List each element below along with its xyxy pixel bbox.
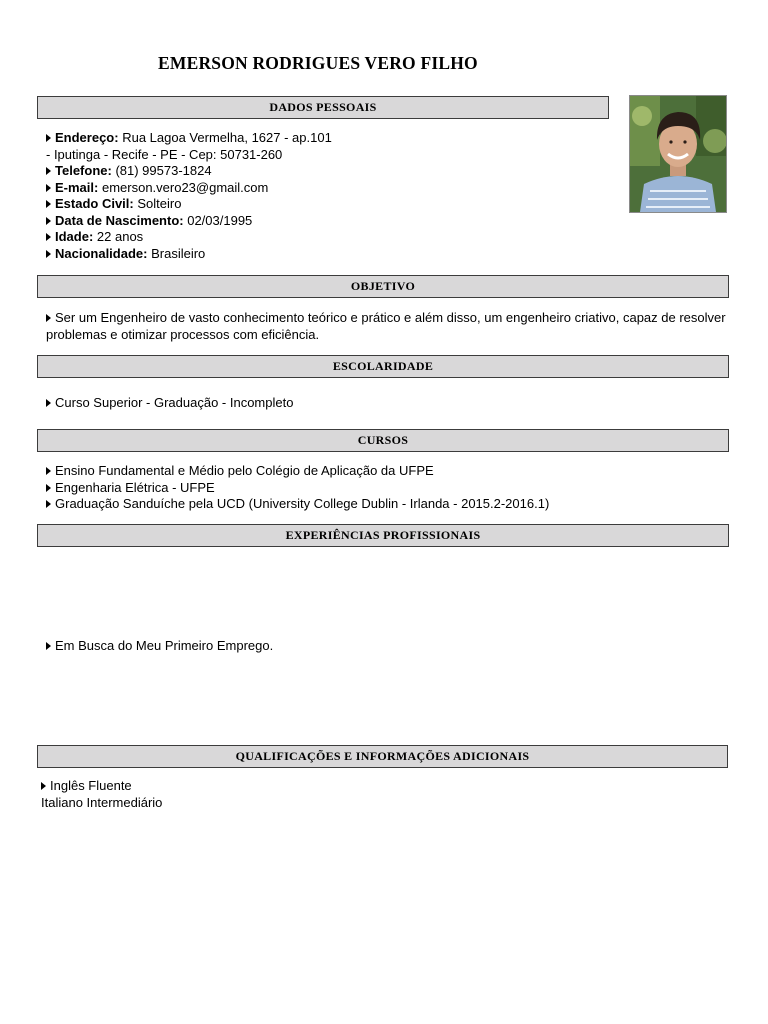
course-item	[46, 463, 549, 480]
birth-date-label: Data de Nascimento:	[55, 212, 184, 228]
course-value: Engenharia Elétrica - UFPE	[55, 479, 215, 495]
bullet-arrow-icon	[46, 467, 51, 475]
objective-value: Ser um Engenheiro de vasto conhecimento teórico e prático e além disso, um engenheiro criativo, capaz de resolver problemas e otimizar processos com eficiência.	[46, 310, 726, 342]
qualification-value: Inglês Fluente	[50, 778, 132, 793]
phone-line	[46, 163, 332, 180]
section-header-qualificacoes: QUALIFICAÇÕES E INFORMAÇÕES ADICIONAIS	[37, 745, 728, 768]
section-header-escolaridade: ESCOLARIDADE	[37, 355, 729, 378]
course-item	[46, 496, 549, 513]
qualification-item	[41, 778, 162, 795]
profile-photo-image	[630, 96, 726, 212]
course-value: Ensino Fundamental e Médio pelo Colégio de Aplicação da UFPE	[55, 463, 434, 478]
bullet-arrow-icon	[46, 233, 51, 241]
section-header-objetivo: OBJETIVO	[37, 275, 729, 298]
bullet-arrow-icon	[46, 484, 51, 492]
bullet-arrow-icon	[46, 167, 51, 175]
bullet-arrow-icon	[46, 250, 51, 258]
courses-list	[46, 463, 549, 513]
phone-value: (81) 99573-1824	[115, 163, 212, 178]
course-item	[46, 480, 549, 497]
bullet-arrow-icon	[46, 500, 51, 508]
experience-list	[46, 638, 273, 655]
address-value: Rua Lagoa Vermelha, 1627 - ap.101	[122, 130, 332, 145]
age-line	[46, 229, 332, 246]
bullet-arrow-icon	[46, 217, 51, 225]
bullet-arrow-icon	[46, 184, 51, 192]
address-cont: - Iputinga - Recife - PE - Cep: 50731-260	[46, 146, 283, 162]
profile-photo	[629, 95, 727, 213]
objective-paragraph	[46, 310, 726, 343]
section-header-experiencias: EXPERIÊNCIAS PROFISSIONAIS	[37, 524, 729, 547]
bullet-arrow-icon	[46, 314, 51, 322]
qualifications-list	[41, 778, 162, 811]
civil-status-line	[46, 196, 332, 213]
bullet-arrow-icon	[46, 399, 51, 407]
email-value: emerson.vero23@gmail.com	[101, 179, 269, 195]
email-line	[46, 180, 332, 197]
personal-info	[46, 130, 332, 262]
address-line	[46, 130, 332, 147]
education-value: Curso Superior - Graduação - Incompleto	[55, 395, 294, 410]
nationality-value: Brasileiro	[151, 245, 206, 261]
course-value: Graduação Sanduíche pela UCD (University College Dublin - Irlanda - 2015.2-2016.1)	[55, 496, 550, 511]
civil-status-value: Solteiro	[137, 196, 182, 211]
phone-label: Telefone:	[55, 163, 112, 178]
resume-name: EMERSON RODRIGUES VERO FILHO	[158, 53, 478, 73]
objective-text	[46, 310, 726, 343]
education-list	[46, 395, 293, 412]
address-label: Endereço:	[55, 130, 119, 145]
birth-date-line	[46, 213, 332, 230]
age-value: 22 anos	[96, 229, 144, 244]
nationality-label: Nacionalidade:	[55, 245, 148, 261]
civil-status-label: Estado Civil:	[55, 196, 134, 211]
bullet-arrow-icon	[46, 200, 51, 208]
experience-item	[46, 638, 273, 655]
education-item	[46, 395, 293, 412]
email-label: E-mail:	[55, 179, 99, 195]
section-header-dados-pessoais: DADOS PESSOAIS	[37, 96, 609, 119]
bullet-arrow-icon	[41, 782, 46, 790]
bullet-arrow-icon	[46, 134, 51, 142]
birth-date-value: 02/03/1995	[187, 212, 253, 228]
qualification-item-cont: Italiano Intermediário	[41, 794, 163, 810]
experience-value: Em Busca do Meu Primeiro Emprego.	[55, 638, 274, 653]
nationality-line	[46, 246, 332, 263]
bullet-arrow-icon	[46, 642, 51, 650]
section-header-cursos: CURSOS	[37, 429, 729, 452]
age-label: Idade:	[55, 229, 94, 244]
